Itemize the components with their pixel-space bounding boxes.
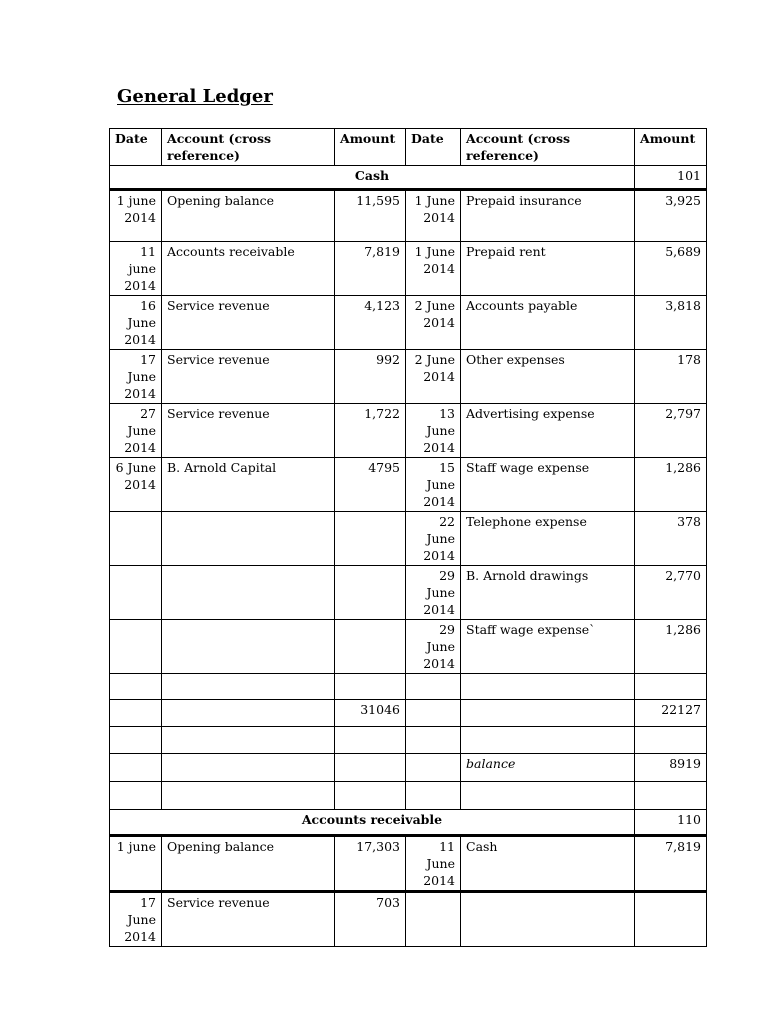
entry-account: Staff wage expense <box>461 458 635 512</box>
entry-account: Prepaid rent <box>461 242 635 296</box>
entry-date <box>110 512 162 566</box>
entry-date: 6 June 2014 <box>110 458 162 512</box>
table-row <box>110 836 707 892</box>
entry-date: 16 June 2014 <box>110 296 162 350</box>
entry-account: B. Arnold drawings <box>461 566 635 620</box>
entry-amount: 1,286 <box>635 458 707 512</box>
entry-date: 17 June 2014 <box>110 892 162 947</box>
page-title: General Ledger <box>117 86 273 107</box>
entry-date: 1 june <box>110 836 162 892</box>
total-left: 31046 <box>335 700 406 727</box>
header-date-left: Date <box>110 129 162 166</box>
entry-amount: 7,819 <box>335 242 406 296</box>
entry-amount: 7,819 <box>635 836 707 892</box>
entry-account: Service revenue <box>162 404 335 458</box>
entry-date: 2 June 2014 <box>406 296 461 350</box>
entry-account <box>162 566 335 620</box>
entry-date: 29 June 2014 <box>406 566 461 620</box>
entry-account: B. Arnold Capital <box>162 458 335 512</box>
account-number: 110 <box>635 810 707 836</box>
entry-account <box>461 892 635 947</box>
entry-date: 1 june 2014 <box>110 190 162 242</box>
totals-row <box>110 700 707 727</box>
entry-amount <box>335 512 406 566</box>
table-row <box>110 892 707 947</box>
entry-account: Prepaid insurance <box>461 190 635 242</box>
table-row <box>110 404 707 458</box>
entry-amount: 4,123 <box>335 296 406 350</box>
entry-date: 1 June 2014 <box>406 242 461 296</box>
entry-account: Opening balance <box>162 190 335 242</box>
entry-amount: 2,797 <box>635 404 707 458</box>
balance-label: balance <box>461 754 635 782</box>
entry-amount: 1,722 <box>335 404 406 458</box>
entry-amount: 992 <box>335 350 406 404</box>
entry-amount: 1,286 <box>635 620 707 674</box>
entry-amount: 2,770 <box>635 566 707 620</box>
blank-row <box>110 674 707 700</box>
entry-amount: 178 <box>635 350 707 404</box>
general-ledger-table <box>109 128 707 947</box>
table-row <box>110 566 707 620</box>
entry-date <box>110 566 162 620</box>
entry-account: Service revenue <box>162 296 335 350</box>
header-date-right: Date <box>406 129 461 166</box>
entry-amount: 378 <box>635 512 707 566</box>
header-account-right: Account (cross reference) <box>461 129 635 166</box>
account-name: Accounts receivable <box>110 810 635 836</box>
entry-date: 15 June 2014 <box>406 458 461 512</box>
entry-account <box>162 512 335 566</box>
entry-amount <box>635 892 707 947</box>
entry-date: 17 June 2014 <box>110 350 162 404</box>
blank-row <box>110 782 707 810</box>
account-title-row-cash <box>110 166 707 190</box>
blank-row <box>110 727 707 754</box>
entry-date: 11 June 2014 <box>406 836 461 892</box>
account-number: 101 <box>635 166 707 190</box>
entry-amount: 3,925 <box>635 190 707 242</box>
header-row <box>110 129 707 166</box>
entry-amount <box>335 620 406 674</box>
table-row <box>110 350 707 404</box>
table-row <box>110 620 707 674</box>
entry-amount: 4795 <box>335 458 406 512</box>
balance-value: 8919 <box>635 754 707 782</box>
entry-amount <box>335 566 406 620</box>
entry-amount: 11,595 <box>335 190 406 242</box>
entry-account: Staff wage expense` <box>461 620 635 674</box>
entry-amount: 17,303 <box>335 836 406 892</box>
entry-account: Service revenue <box>162 350 335 404</box>
entry-date: 11 june 2014 <box>110 242 162 296</box>
entry-account: Accounts payable <box>461 296 635 350</box>
entry-account: Other expenses <box>461 350 635 404</box>
table-row <box>110 296 707 350</box>
entry-date: 2 June 2014 <box>406 350 461 404</box>
total-right: 22127 <box>635 700 707 727</box>
entry-account: Service revenue <box>162 892 335 947</box>
entry-account: Telephone expense <box>461 512 635 566</box>
entry-account: Advertising expense <box>461 404 635 458</box>
entry-date: 1 June 2014 <box>406 190 461 242</box>
entry-account <box>162 620 335 674</box>
header-amount-right: Amount <box>635 129 707 166</box>
header-amount-left: Amount <box>335 129 406 166</box>
table-row <box>110 190 707 242</box>
balance-row <box>110 754 707 782</box>
table-row <box>110 512 707 566</box>
entry-account: Cash <box>461 836 635 892</box>
entry-amount: 3,818 <box>635 296 707 350</box>
entry-date <box>110 620 162 674</box>
entry-account: Accounts receivable <box>162 242 335 296</box>
entry-amount: 703 <box>335 892 406 947</box>
account-name: Cash <box>110 166 635 190</box>
table-row <box>110 242 707 296</box>
table-row <box>110 458 707 512</box>
entry-amount: 5,689 <box>635 242 707 296</box>
entry-account: Opening balance <box>162 836 335 892</box>
entry-date: 27 June 2014 <box>110 404 162 458</box>
entry-date: 13 June 2014 <box>406 404 461 458</box>
entry-date <box>406 892 461 947</box>
header-account-left: Account (cross reference) <box>162 129 335 166</box>
entry-date: 22 June 2014 <box>406 512 461 566</box>
entry-date: 29 June 2014 <box>406 620 461 674</box>
account-title-row-receivable <box>110 810 707 836</box>
